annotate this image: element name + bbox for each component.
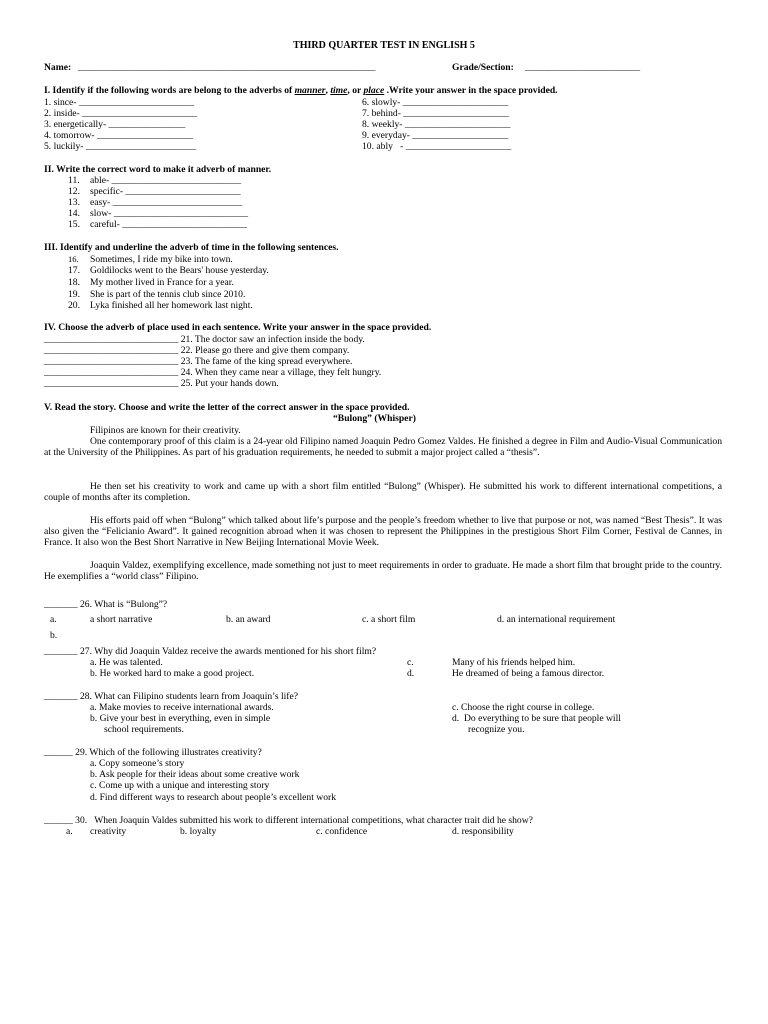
question-27[interactable]: _______ 27. Why did Joaquin Valdez receive the awards mentioned for his short film? [44, 646, 377, 657]
story-title: “Bulong” (Whisper) [333, 413, 416, 424]
item-number: 14. [68, 208, 80, 219]
choice-a[interactable]: a. Copy someone’s story [90, 758, 185, 769]
question-26[interactable]: _______ 26. What is “Bulong”? [44, 599, 168, 610]
part1-item[interactable]: 8. weekly- ______________________ [362, 119, 511, 130]
part3-sentence[interactable]: She is part of the tennis club since 2010. [90, 289, 246, 300]
item-number: 20. [68, 300, 80, 311]
choice-d[interactable]: d. responsibility [452, 826, 514, 837]
choice-b-continued: school requirements. [104, 724, 184, 735]
story-paragraph: Filipinos are known for their creativity. [90, 425, 241, 436]
part3-instruction: III. Identify and underline the adverb of time in the following sentences. [44, 242, 339, 253]
part1-item[interactable]: 4. tomorrow- ____________________ [44, 130, 193, 141]
grade-section-label: Grade/Section: [452, 62, 514, 73]
choice-b[interactable]: b. loyalty [180, 826, 217, 837]
item-number: 12. [68, 186, 80, 197]
question-28[interactable]: _______ 28. What can Filipino students learn from Joaquin’s life? [44, 691, 299, 702]
item-number: 15. [68, 219, 80, 230]
choice-letter: b. [50, 630, 58, 641]
part3-sentence[interactable]: Goldilocks went to the Bears' house yesterday. [90, 265, 269, 276]
part1-instruction: I. Identify if the following words are belong to the adverbs of manner, time, or place .Write your answer in the space provided. [44, 85, 558, 96]
story-paragraph: One contemporary proof of this claim is a 24-year old Filipino named Joaquin Pedro Gomez Valdes. He finished a degree in Film and Audio-Visual Communication at the University of the Philippines. As part of his graduation requirements, he needed to submit a major project called a “thesis”. [44, 436, 722, 459]
choice-d[interactable]: d. Do everything to be sure that people will [452, 713, 621, 724]
part2-item[interactable]: easy- ___________________________ [90, 197, 243, 208]
choice-d-continued: recognize you. [468, 724, 525, 735]
part4-item[interactable]: ____________________________ 22. Please go there and give them company. [44, 345, 350, 356]
part4-item[interactable]: ____________________________ 24. When they came near a village, they felt hungry. [44, 367, 382, 378]
part1-item[interactable]: 7. behind- ______________________ [362, 108, 509, 119]
part4-item[interactable]: ____________________________ 25. Put your hands down. [44, 378, 279, 389]
grade-section-line[interactable]: ________________________ [525, 62, 641, 73]
part1-item[interactable]: 5. luckily- _______________________ [44, 141, 197, 152]
part1-item[interactable]: 1. since- ________________________ [44, 97, 195, 108]
item-number: 13. [68, 197, 80, 208]
part1-item[interactable]: 2. inside- ________________________ [44, 108, 198, 119]
part4-item[interactable]: ____________________________ 23. The fame of the king spread everywhere. [44, 356, 353, 367]
choice-a[interactable]: a. He was talented. [90, 657, 163, 668]
name-label: Name: [44, 62, 72, 73]
choice-letter: a. [66, 826, 73, 837]
part1-item[interactable]: 3. energetically- ________________ [44, 119, 186, 130]
part1-item[interactable]: 9. everyday- ____________________ [362, 130, 509, 141]
question-30[interactable]: ______ 30. When Joaquin Valdes submitted his work to different international competitions, what character trait did he show? [44, 815, 533, 826]
choice-c[interactable]: c. Come up with a unique and interesting story [90, 780, 270, 791]
part3-sentence[interactable]: Lyka finished all her homework last night. [90, 300, 253, 311]
name-line[interactable]: ______________________________________________________________ [78, 62, 376, 73]
page-title: THIRD QUARTER TEST IN ENGLISH 5 [293, 40, 475, 51]
choice-c[interactable]: c. a short film [362, 614, 416, 625]
choice-b[interactable]: b. Give your best in everything, even in simple [90, 713, 271, 724]
item-number: 11. [68, 175, 80, 186]
choice-c[interactable]: c. Choose the right course in college. [452, 702, 595, 713]
choice-letter: c. [407, 657, 414, 668]
item-number: 17. [68, 265, 80, 276]
choice-a[interactable]: creativity [90, 826, 127, 837]
choice-letter: a. [50, 614, 57, 625]
part3-sentence[interactable]: Sometimes, I ride my bike into town. [90, 254, 233, 265]
choice-c[interactable]: c. confidence [316, 826, 368, 837]
story-paragraph: His efforts paid off when “Bulong” which talked about life’s purpose and the people’s freedom whether to live that purpose or not, was named “Best Thesis”. It was also given the “Felicianio Award”. It gained recognition abroad when it was chosen to represent the Philippines in the prestigious Short Film Corner, Festival de Cannes, in France. It also won the Best Short Narrative in New Beijing International Movie Week. [44, 515, 722, 549]
choice-c[interactable]: Many of his friends helped him. [452, 657, 576, 668]
choice-b[interactable]: b. Ask people for their ideas about some creative work [90, 769, 300, 780]
question-29[interactable]: ______ 29. Which of the following illustrates creativity? [44, 747, 262, 758]
part4-instruction: IV. Choose the adverb of place used in each sentence. Write your answer in the space provided. [44, 322, 432, 333]
choice-a[interactable]: a. Make movies to receive international awards. [90, 702, 274, 713]
item-number: 18. [68, 277, 80, 288]
part2-item[interactable]: specific- ________________________ [90, 186, 241, 197]
part1-item[interactable]: 10. ably - ______________________ [362, 141, 512, 152]
part3-sentence[interactable]: My mother lived in France for a year. [90, 277, 234, 288]
part2-item[interactable]: slow- ____________________________ [90, 208, 249, 219]
choice-b[interactable]: b. an award [226, 614, 271, 625]
choice-letter: d. [407, 668, 415, 679]
choice-d[interactable]: d. Find different ways to research about people’s excellent work [90, 792, 336, 803]
part2-instruction: II. Write the correct word to make it adverb of manner. [44, 164, 272, 175]
item-number: 19. [68, 289, 80, 300]
part5-instruction: V. Read the story. Choose and write the letter of the correct answer in the space provided. [44, 402, 410, 413]
part2-item[interactable]: able- ___________________________ [90, 175, 242, 186]
part2-item[interactable]: careful- __________________________ [90, 219, 247, 230]
choice-d[interactable]: d. an international requirement [497, 614, 616, 625]
item-number: 16. [68, 254, 79, 264]
choice-d[interactable]: He dreamed of being a famous director. [452, 668, 605, 679]
story-paragraph: He then set his creativity to work and came up with a short film entitled “Bulong” (Whisper). He submitted his work to different international competitions, a couple of months after its completion. [44, 481, 722, 504]
choice-a[interactable]: a short narrative [90, 614, 153, 625]
part4-item[interactable]: ____________________________ 21. The doctor saw an infection inside the body. [44, 334, 365, 345]
story-paragraph: Joaquin Valdez, exemplifying excellence, made something not just to meet requirements in order to graduate. He made a short film that brought pride to the country. He exemplifies a “world class” Filipino. [44, 560, 722, 583]
part1-item[interactable]: 6. slowly- ______________________ [362, 97, 509, 108]
choice-b[interactable]: b. He worked hard to make a good project. [90, 668, 255, 679]
